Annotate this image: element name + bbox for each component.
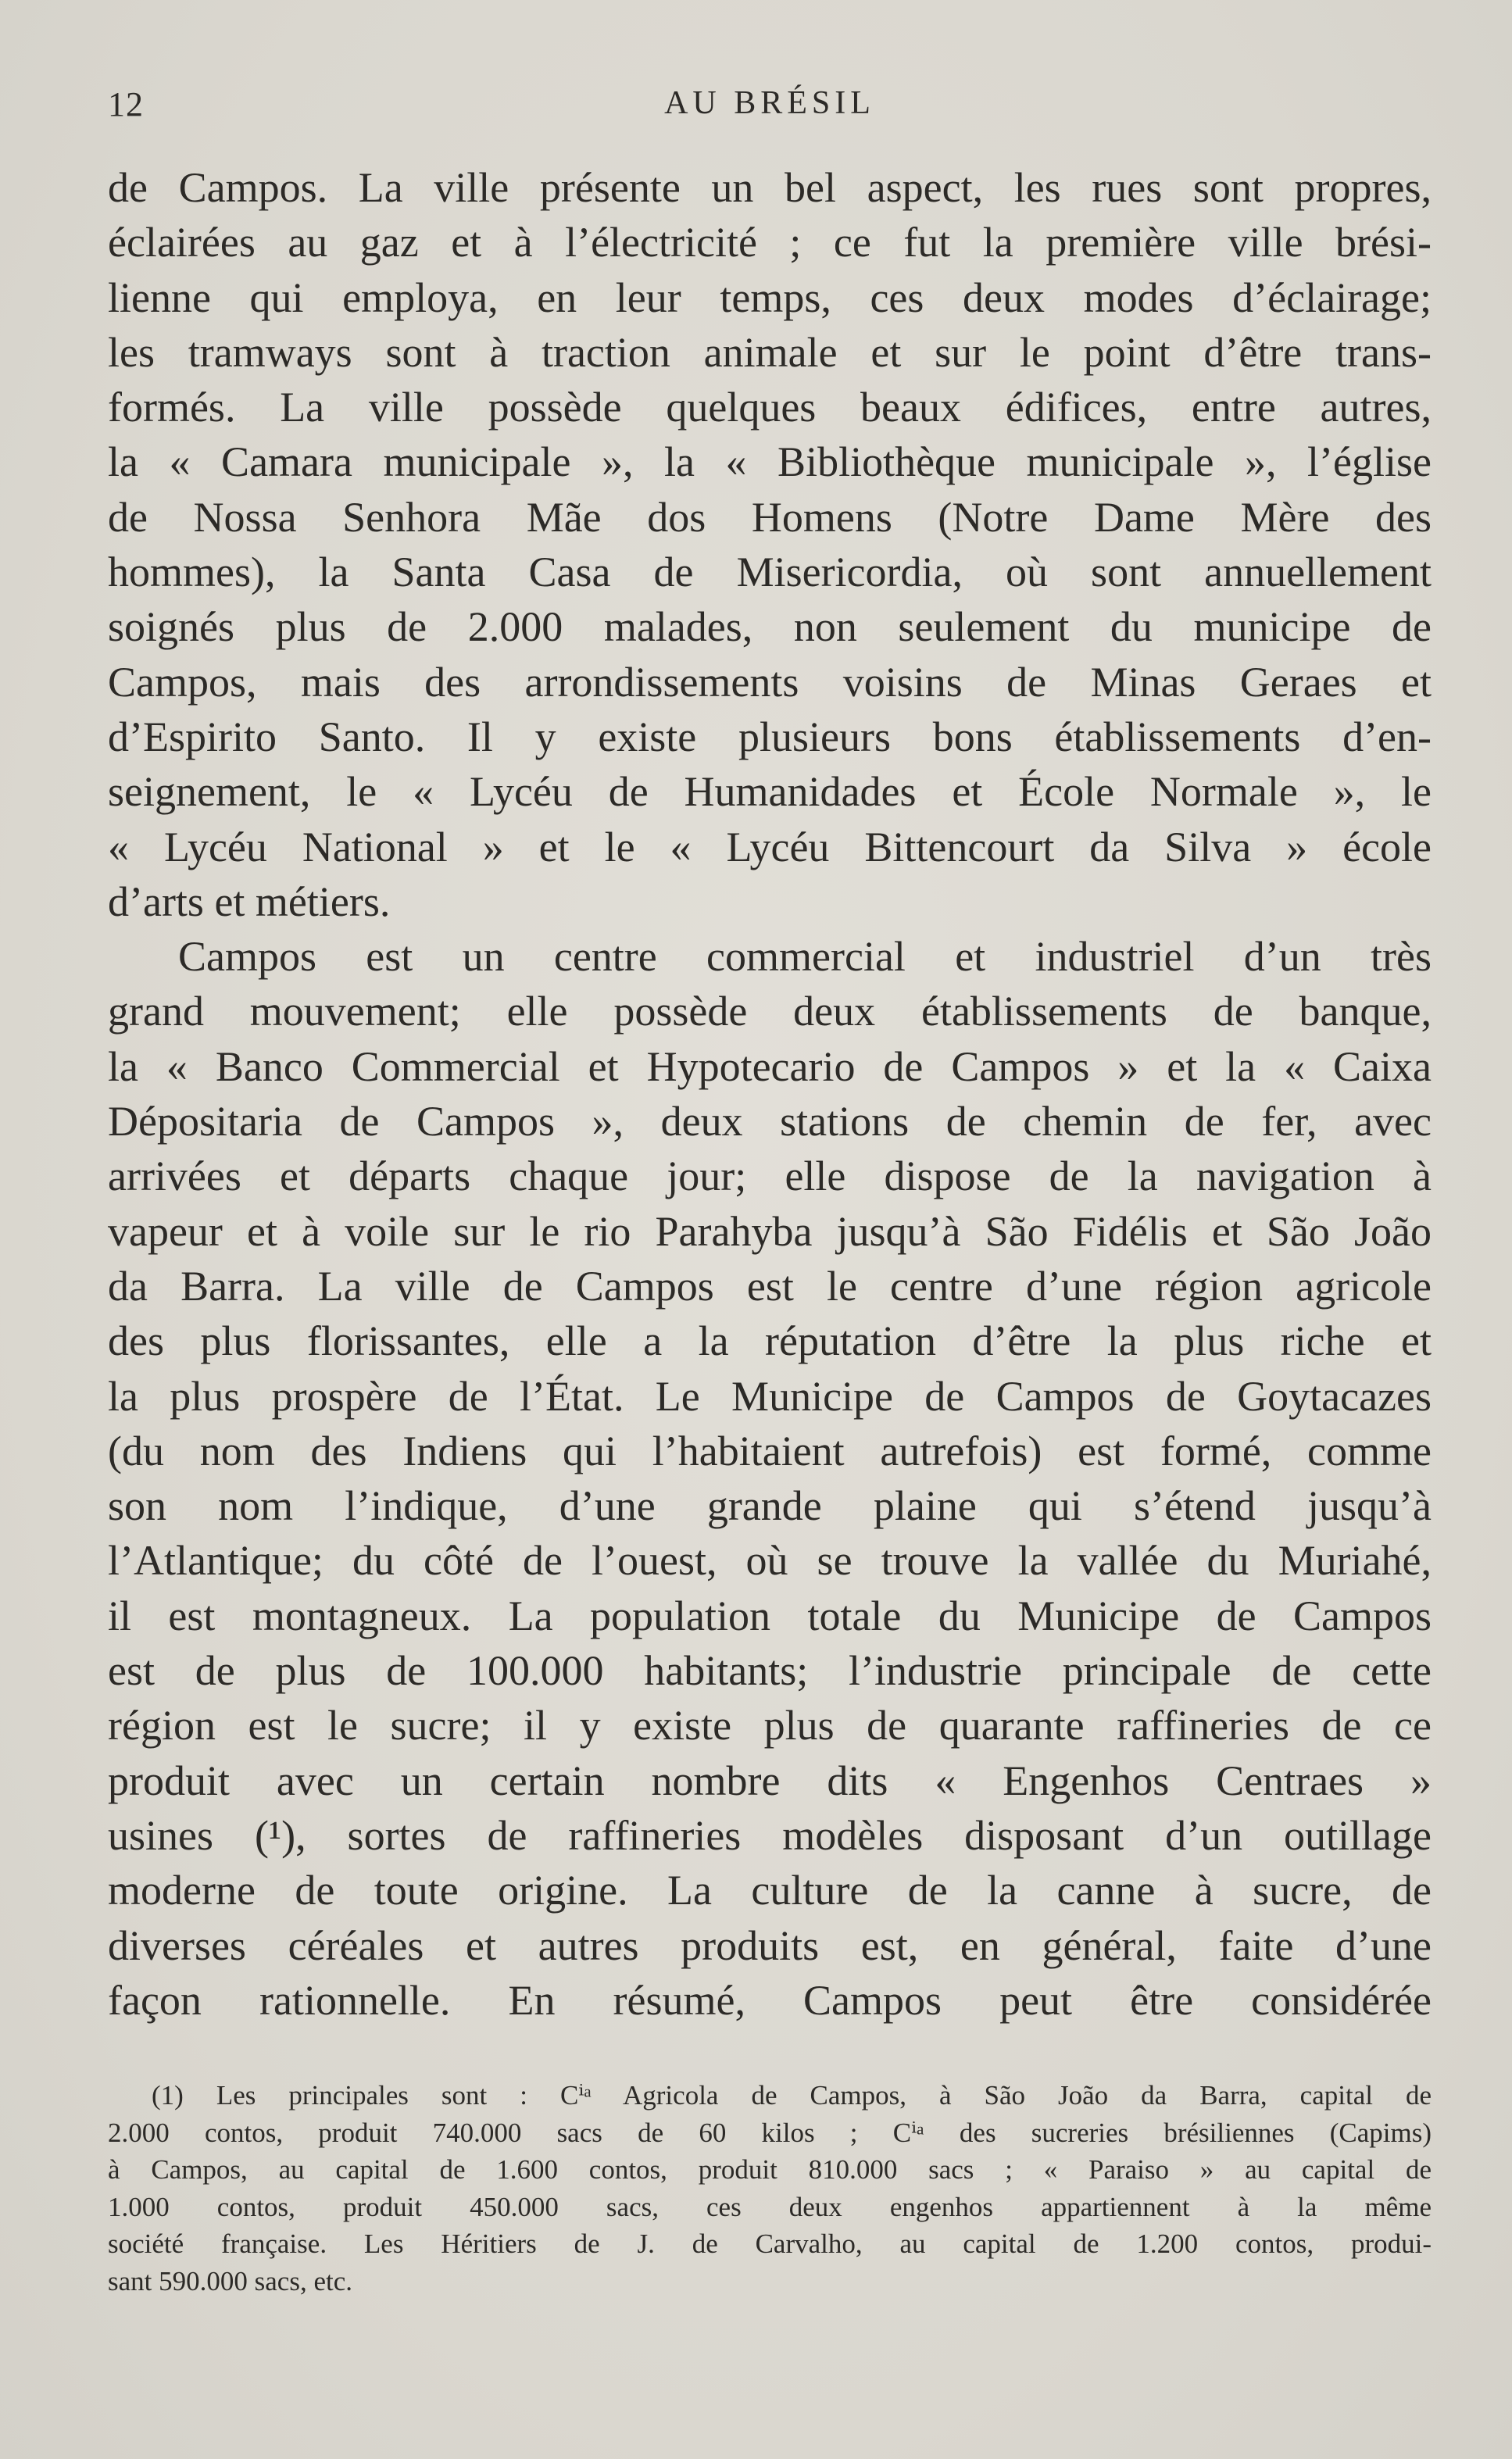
page-number: 12 xyxy=(108,85,144,123)
footnote-line: sant 590.000 sacs, etc. xyxy=(108,2265,352,2296)
text-line: l’Atlantique; du côté de l’ouest, où se trouve la vallée du Muriahé, xyxy=(108,1537,1432,1585)
text-line: la « Banco Commercial et Hypotecario de Campos » et la « Caixa xyxy=(108,1042,1432,1090)
footnote-line: à Campos, au capital de 1.600 contos, produit 810.000 sacs ; « Paraiso » au capital de xyxy=(108,2154,1432,2185)
footnote-line: 2.000 contos, produit 740.000 sacs de 60 kilos ; Cⁱᵃ des sucreries brésiliennes (Capims) xyxy=(108,2117,1432,2148)
page-header xyxy=(108,84,1432,131)
text-line: da Barra. La ville de Campos est le centre d’une région agricole xyxy=(108,1262,1432,1310)
text-line: il est montagneux. La population totale du Municipe de Campos xyxy=(108,1592,1432,1639)
text-line: diverses céréales et autres produits est, en général, faite d’une xyxy=(108,1921,1432,1969)
paragraph-end-line: d’arts et métiers. xyxy=(108,877,391,925)
text-line: seignement, le « Lycéu de Humanidades et École Normale », le xyxy=(108,768,1432,816)
text-line: grand mouvement; elle possède deux établissements de banque, xyxy=(108,988,1432,1035)
text-line: soignés plus de 2.000 malades, non seulement du municipe de xyxy=(108,603,1432,651)
text-line: de Campos. La ville présente un bel aspect, les rues sont propres, xyxy=(108,164,1432,211)
footnote-line: (1) Les principales sont : Cⁱᵃ Agricola de Campos, à São João da Barra, capital de xyxy=(152,2080,1432,2111)
text-line: hommes), la Santa Casa de Misericordia, où sont annuellement xyxy=(108,549,1432,596)
text-line: des plus florissantes, elle a la réputation d’être la plus riche et xyxy=(108,1317,1432,1365)
text-line: éclairées au gaz et à l’électricité ; ce fut la première ville brési- xyxy=(108,219,1432,266)
text-line: « Lycéu National » et le « Lycéu Bittencourt da Silva » école xyxy=(108,823,1432,870)
text-line: la « Camara municipale », la « Bibliothèque municipale », l’église xyxy=(108,438,1432,486)
footnote-line: 1.000 contos, produit 450.000 sacs, ces deux engenhos appartiennent à la même xyxy=(108,2191,1432,2222)
text-line: lienne qui employa, en leur temps, ces deux modes d’éclairage; xyxy=(108,273,1432,321)
text-line: façon rationnelle. En résumé, Campos peut être considérée xyxy=(108,1976,1432,2024)
text-line: formés. La ville possède quelques beaux édifices, entre autres, xyxy=(108,384,1432,431)
text-line: usines (¹), sortes de raffineries modèles disposant d’un outillage xyxy=(108,1811,1432,1859)
running-head: AU BRÉSIL xyxy=(664,85,875,121)
text-line: produit avec un certain nombre dits « Engenhos Centraes » xyxy=(108,1757,1432,1804)
footnote-line: société française. Les Héritiers de J. de Carvalho, au capital de 1.200 contos, produi- xyxy=(108,2228,1432,2259)
text-line: Dépositaria de Campos », deux stations de chemin de fer, avec xyxy=(108,1098,1432,1146)
text-line: vapeur et à voile sur le rio Parahyba jusqu’à São Fidélis et São João xyxy=(108,1207,1432,1255)
body-text xyxy=(108,160,1432,2028)
text-line: d’Espirito Santo. Il y existe plusieurs bons établissements d’en- xyxy=(108,713,1432,760)
text-line: région est le sucre; il y existe plus de quarante raffineries de ce xyxy=(108,1702,1432,1750)
footnotes xyxy=(108,2077,1432,2300)
text-line: arrivées et départs chaque jour; elle dispose de la navigation à xyxy=(108,1153,1432,1200)
text-line: moderne de toute origine. La culture de la canne à sucre, de xyxy=(108,1867,1432,1914)
text-line: de Nossa Senhora Mãe dos Homens (Notre Dame Mère des xyxy=(108,493,1432,541)
text-line: la plus prospère de l’État. Le Municipe de Campos de Goytacazes xyxy=(108,1372,1432,1420)
text-line: est de plus de 100.000 habitants; l’industrie principale de cette xyxy=(108,1647,1432,1695)
text-line: Campos, mais des arrondissements voisins de Minas Geraes et xyxy=(108,658,1432,706)
paragraph-first-line: Campos est un centre commercial et industriel d’un très xyxy=(178,933,1432,981)
text-line: (du nom des Indiens qui l’habitaient autrefois) est formé, comme xyxy=(108,1427,1432,1474)
text-line: les tramways sont à traction animale et sur le point d’être trans- xyxy=(108,328,1432,376)
text-line: son nom l’indique, d’une grande plaine qui s’étend jusqu’à xyxy=(108,1482,1432,1530)
